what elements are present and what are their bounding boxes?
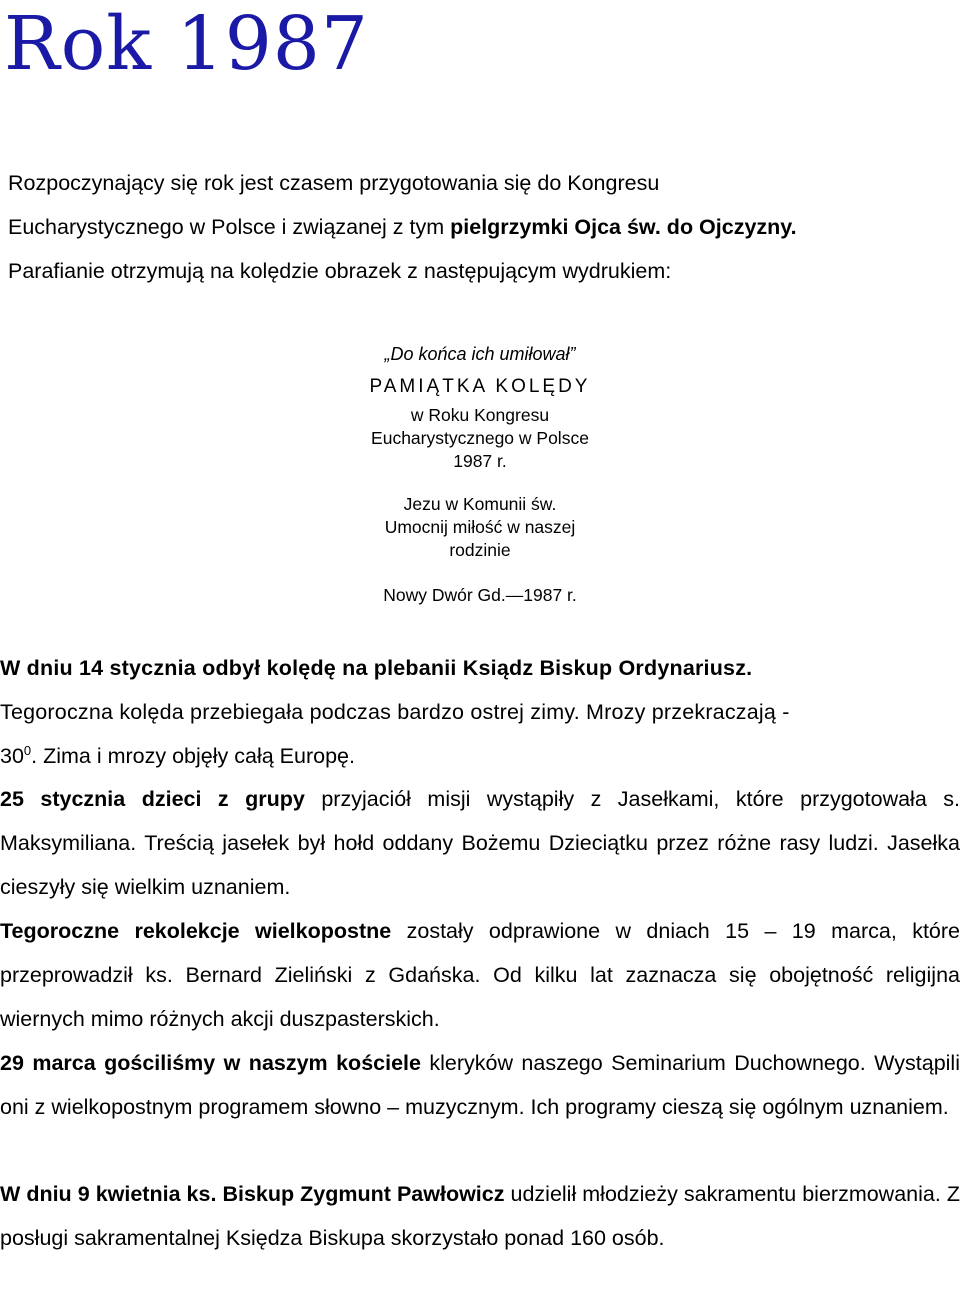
paragraph-bierzmowanie xyxy=(0,1172,960,1260)
paragraph-seminarium xyxy=(0,1041,960,1129)
p1-bold: W dniu 14 stycznia odbył kolędę na plebanii Ksiądz Biskup Ordynariusz. xyxy=(0,656,753,680)
paragraph-kolęda xyxy=(0,646,960,778)
p5-bold: W dniu 9 kwietnia ks. Biskup Zygmunt Pawłowicz xyxy=(0,1182,505,1206)
intro-line-2-bold: pielgrzymki Ojca św. do Ojczyzny. xyxy=(450,215,797,239)
p4-bold: 29 marca gościliśmy w naszym kościele xyxy=(0,1051,421,1075)
card-line-2: Eucharystycznego w Polsce xyxy=(371,428,589,448)
paragraph-jasełka xyxy=(0,777,960,909)
page-title: Rok 1987 xyxy=(4,1,369,87)
card-line-3: 1987 r. xyxy=(453,451,507,471)
p2-bold: 25 stycznia dzieci z grupy xyxy=(0,787,305,811)
card-place-date: Nowy Dwór Gd.—1987 r. xyxy=(383,585,577,605)
card-prayer-3: rodzinie xyxy=(449,540,511,560)
p1-line-2: Tegoroczna kolęda przebiegała podczas bardzo ostrej zimy. Mrozy przekraczają - xyxy=(0,700,790,724)
paragraph-rekolekcje xyxy=(0,909,960,1041)
p1-degree: 0 xyxy=(23,742,32,758)
p5-rest: udzielił młodzieży sakramentu bierzmowania. Z posługi sakramentalnej Księdza Biskupa skorzystało ponad 160 osób. xyxy=(0,1182,960,1250)
intro-line-1: Rozpoczynający się rok jest czasem przygotowania się do Kongresu xyxy=(8,171,660,195)
p3-bold: Tegoroczne rekolekcje wielkopostne xyxy=(0,919,392,943)
card-prayer-1: Jezu w Komunii św. xyxy=(403,494,557,514)
intro-line-3: Parafianie otrzymują na kolędzie obrazek z następującym wydrukiem: xyxy=(8,259,672,283)
p4-rest: kleryków naszego Seminarium Duchownego. Wystąpili oni z wielkopostnym programem słowno – muzycznym. Ich programy cieszą się ogólnym uznaniem. xyxy=(0,1051,960,1119)
p1-line-3b: . Zima i mrozy objęły całą Europę. xyxy=(31,744,355,768)
p1-line-3a: 30 xyxy=(0,744,24,768)
p3-rest: zostały odprawione w dniach 15 – 19 marca, które przeprowadził ks. Bernard Zieliński z Gdańska. Od kilku lat zaznacza się obojętność religijna wiernych mimo różnych akcji duszpasterskich. xyxy=(0,919,960,1031)
intro-paragraph xyxy=(8,161,958,293)
card-title: PAMIĄTKA KOLĘDY xyxy=(369,376,591,397)
intro-line-2: Eucharystycznego w Polsce i związanej z tym xyxy=(8,215,451,239)
holy-card-print xyxy=(240,334,720,609)
card-line-1: w Roku Kongresu xyxy=(410,405,550,425)
p2-rest: przyjaciół misji wystąpiły z Jasełkami, które przygotowała s. Maksymiliana. Treścią jasełek był hołd oddany Bożemu Dzieciątku przez różne rasy ludzi. Jasełka cieszyły się wielkim uznaniem. xyxy=(0,787,960,899)
card-motto: „Do końca ich umiłował” xyxy=(384,344,576,364)
card-prayer-2: Umocnij miłość w naszej xyxy=(384,517,576,537)
